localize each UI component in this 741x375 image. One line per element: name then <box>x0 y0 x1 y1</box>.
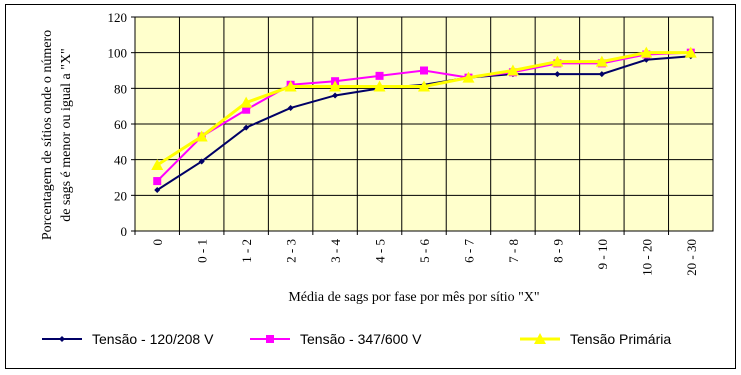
y-tick-label: 0 <box>120 224 127 239</box>
x-tick-label: 1 - 2 <box>239 239 255 263</box>
legend-label: Tensão - 120/208 V <box>92 331 214 347</box>
data-point <box>376 72 384 80</box>
y-tick-label: 20 <box>114 188 127 204</box>
data-point <box>153 177 161 185</box>
x-axis-title: Média de sags por fase por mês por sítio "X" <box>288 290 540 305</box>
y-tick-label: 40 <box>114 152 127 168</box>
x-tick-label: 7 - 8 <box>505 239 521 263</box>
legend-item <box>250 331 422 347</box>
x-tick-label: 6 - 7 <box>461 239 477 263</box>
legend-item <box>42 331 214 347</box>
legend-marker <box>266 335 274 343</box>
x-tick-label: 20 - 30 <box>683 239 699 276</box>
x-tick-label: 3 - 4 <box>328 239 344 263</box>
x-tick-label: 4 - 5 <box>372 239 388 263</box>
x-tick-label: 0 <box>150 239 166 246</box>
x-tick-label: 2 - 3 <box>283 239 299 263</box>
x-tick-label: 8 - 9 <box>550 239 566 263</box>
y-tick-label: 100 <box>107 45 127 61</box>
y-tick-label: 120 <box>107 10 127 25</box>
legend-label: Tensão Primária <box>570 331 672 347</box>
x-tick-label: 9 - 10 <box>594 239 610 270</box>
x-tick-label: 0 - 1 <box>194 239 210 263</box>
y-tick-label: 60 <box>114 117 127 132</box>
y-axis-title: Porcentagem de sítios onde o número <box>40 29 55 241</box>
data-point <box>420 67 428 75</box>
legend-marker <box>59 336 65 342</box>
legend-label: Tensão - 347/600 V <box>300 331 422 347</box>
x-tick-label: 5 - 6 <box>417 239 432 263</box>
legend-item <box>520 331 671 347</box>
y-tick-label: 80 <box>114 81 127 97</box>
x-tick-label: 10 - 20 <box>639 239 655 276</box>
y-axis-title: de sags é menor ou igual a "X" <box>59 48 74 222</box>
